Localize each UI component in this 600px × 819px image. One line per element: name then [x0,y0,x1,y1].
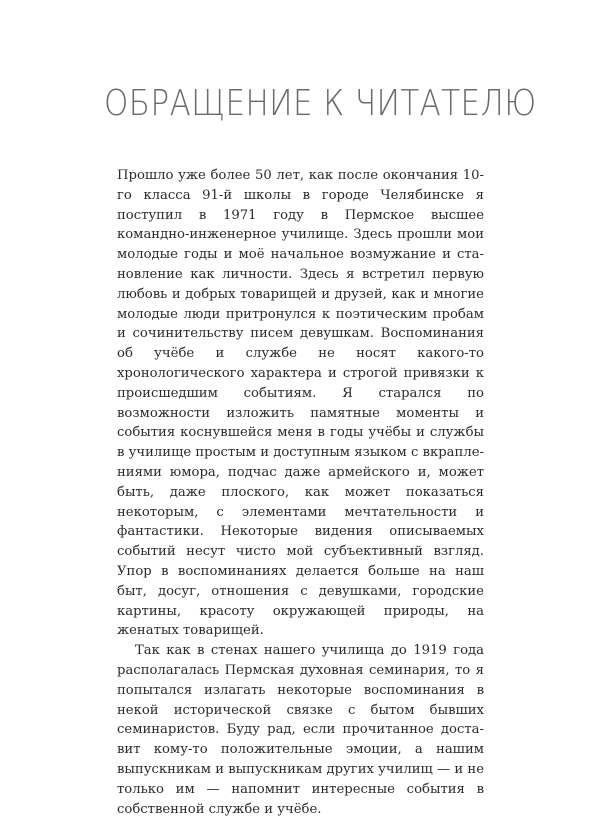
paragraph-1: Прошло уже более 50 лет, как после окончания 10-го класса 91-й школы в городе Челябинске я поступил в 1971 году в Пермское высшее командно-инженерное училище. Здесь прошли мои молодые годы и моё начальное возмужание и становление как личности. Здесь я встретил первую любовь и добрых товарищей и друзей, как и многие молодые люди притронулся к поэтическим пробам и сочинительству писем девушкам. Воспоминания об учёбе и службе не носят какого-то хронологического характера и строгой привязки к происшедшим событиям. Я старался по возможности изложить памятные моменты и события коснувшейся меня в годы учёбы и службы в училище простым и доступным языком с вкраплениями юмора, подчас даже армейского и, может быть, даже плоского, как может показаться некоторым, с элементами мечтательности и фантастики. Некоторые видения описываемых событий несут чисто мой субъективный взгляд. Упор в воспоминаниях делается больше на наш быт, досуг, отношения с девушками, городские картины, красоту окружающей природы, на женатых товарищей. [117,168,484,639]
page-title: ОБРАЩЕНИЕ К ЧИТАТЕЛЮ [104,83,537,124]
body-text [117,166,484,819]
paragraph-2: Так как в стенах нашего училища до 1919 года располагалась Пермская духовная семинария, то я попытался излагать некоторые воспоминания в некой исторической связке с бытом бывших семинаристов. Буду рад, если прочитанное доставит кому-то положительные эмоции, а нашим выпускникам и выпускникам других училищ — и не только им — напомнит интересные события в собственной службе и учёбе. [117,643,484,817]
